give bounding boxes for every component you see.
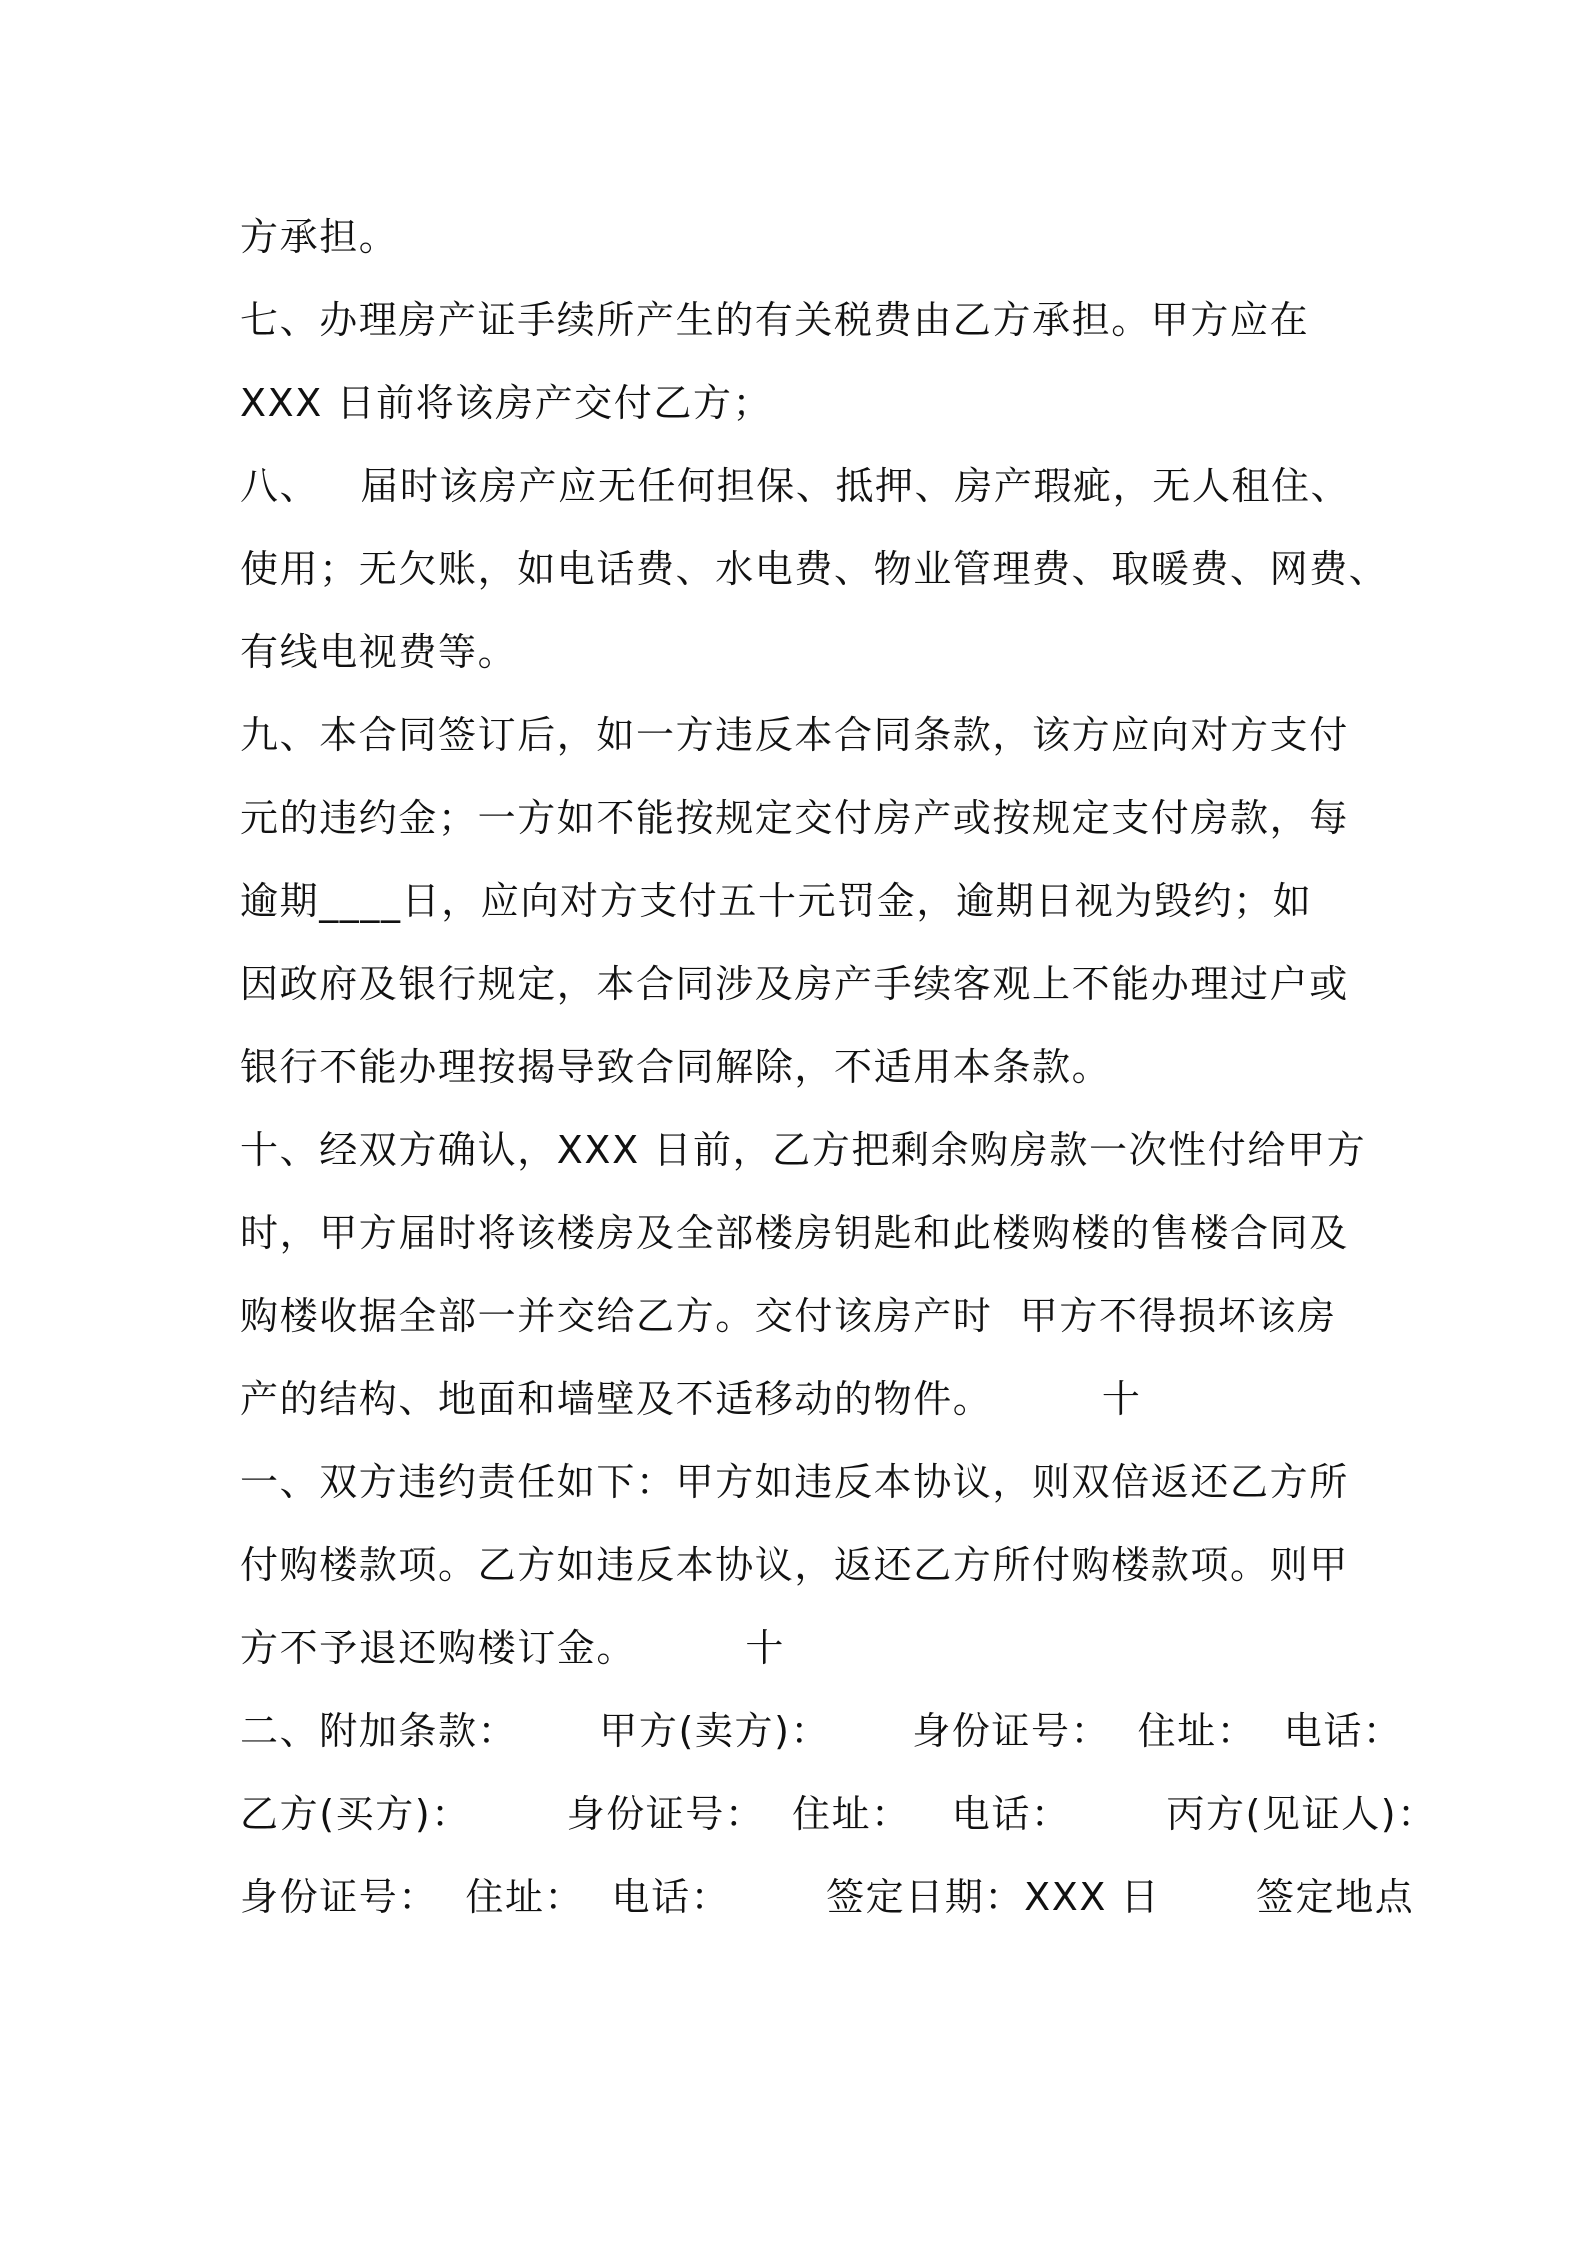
text-line: 七、办理房产证手续所产生的有关税费由乙方承担。甲方应在 (240, 298, 1310, 342)
text-line: 方不予退还购楼订金。 十 (240, 1626, 786, 1670)
text-line: 一、双方违约责任如下：甲方如违反本协议，则双倍返还乙方所 (240, 1460, 1349, 1504)
text-line: 身份证号： 住址： 电话： 签定日期：XXX 日 签定地点 (240, 1875, 1415, 1919)
text-line: 十、经双方确认，XXX 日前，乙方把剩余购房款一次性付给甲方 (240, 1128, 1367, 1172)
text-line: 乙方(买方)： 身份证号： 住址： 电话： 丙方(见证人)： (240, 1792, 1437, 1836)
text-line: 元的违约金；一方如不能按规定交付房产或按规定支付房款，每 (240, 796, 1349, 840)
text-line: 时，甲方届时将该楼房及全部楼房钥匙和此楼购楼的售楼合同及 (240, 1211, 1349, 1255)
text-line: 方承担。 (240, 215, 399, 259)
text-line: 逾期____日，应向对方支付五十元罚金，逾期日视为毁约；如 (240, 879, 1313, 923)
text-line: 使用；无欠账，如电话费、水电费、物业管理费、取暖费、网费、 (240, 547, 1389, 591)
text-line: XXX 日前将该房产交付乙方； (240, 381, 773, 425)
document-body (240, 196, 1437, 1939)
text-line: 九、本合同签订后，如一方违反本合同条款，该方应向对方支付 (240, 713, 1349, 757)
text-line: 银行不能办理按揭导致合同解除，不适用本条款。 (240, 1045, 1112, 1089)
text-line: 因政府及银行规定，本合同涉及房产手续客观上不能办理过户或 (240, 962, 1349, 1006)
text-line: 八、 届时该房产应无任何担保、抵押、房产瑕疵，无人租住、 (240, 464, 1351, 508)
text-line: 有线电视费等。 (240, 630, 518, 674)
text-line: 二、附加条款： 甲方(卖方)： 身份证号： 住址： 电话： (240, 1709, 1403, 1753)
text-line: 付购楼款项。乙方如违反本协议，返还乙方所付购楼款项。则甲 (240, 1543, 1349, 1587)
text-line: 产的结构、地面和墙壁及不适移动的物件。 十 (240, 1377, 1142, 1421)
text-line: 购楼收据全部一并交给乙方。交付该房产时 甲方不得损坏该房 (240, 1294, 1337, 1338)
